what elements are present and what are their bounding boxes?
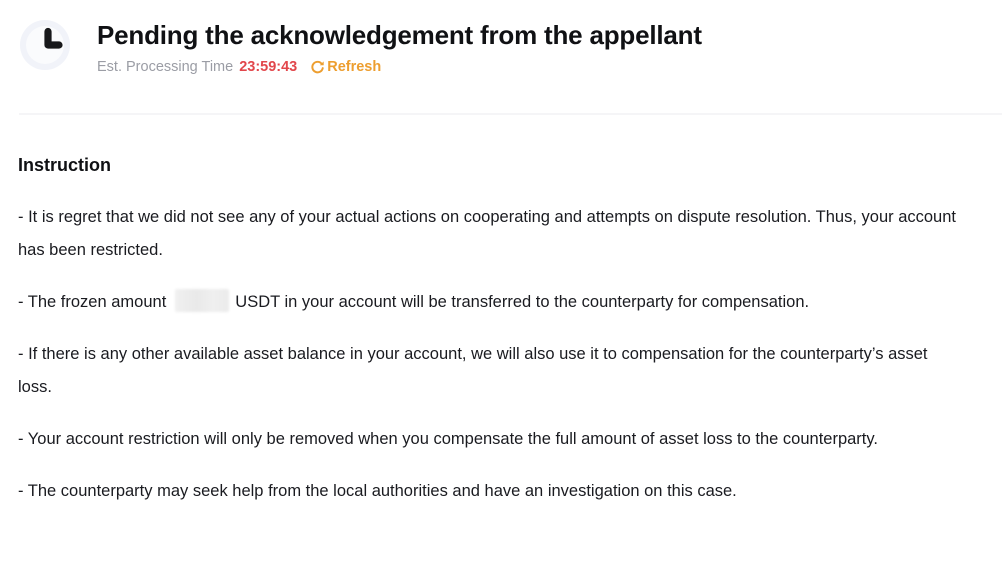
instruction-item-3: - If there is any other available asset balance in your account, we will also use it to compensation for the counterparty’s asset loss.	[18, 345, 928, 396]
processing-time-row	[97, 57, 702, 77]
instruction-section	[0, 153, 1002, 508]
clock-icon	[20, 20, 70, 70]
redacted-amount	[175, 289, 229, 312]
pending-status-badge	[20, 20, 70, 70]
processing-time-label: Est. Processing Time	[97, 59, 234, 75]
instruction-heading: Instruction	[18, 155, 111, 175]
frozen-amount-text-before: - The frozen amount	[18, 293, 167, 311]
refresh-icon	[310, 60, 325, 75]
status-header	[0, 0, 1002, 77]
section-divider	[19, 113, 1002, 115]
header-text-block	[97, 20, 702, 77]
countdown-timer: 23:59:43	[239, 59, 298, 75]
refresh-button[interactable]	[310, 57, 381, 77]
refresh-label: Refresh	[327, 59, 382, 75]
instruction-item-1: - It is regret that we did not see any of your actual actions on cooperating and attempts on dispute resolution. Thus, your account has been restricted.	[18, 208, 956, 259]
page-title: Pending the acknowledgement from the appellant	[97, 20, 702, 50]
instruction-item-5: - The counterparty may seek help from the local authorities and have an investigation on this case.	[18, 482, 737, 500]
instruction-item-4: - Your account restriction will only be removed when you compensate the full amount of asset loss to the counterparty.	[18, 430, 878, 448]
instruction-item-2	[18, 286, 961, 319]
frozen-amount-text-after: USDT in your account will be transferred to the counterparty for compensation.	[235, 293, 810, 311]
